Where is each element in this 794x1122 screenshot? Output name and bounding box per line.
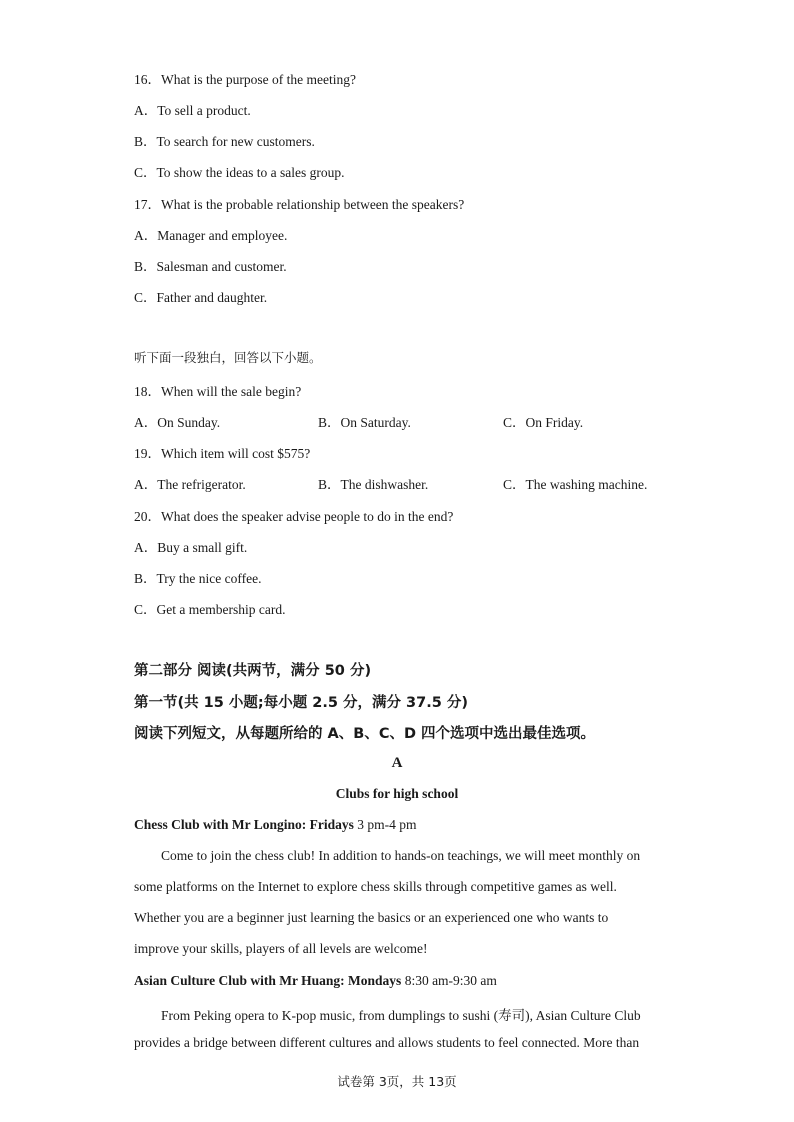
q18-option-c: C．On Friday. — [503, 415, 584, 430]
q16-option-c: C．To show the ideas to a sales group. — [134, 165, 345, 180]
section-subtitle: 第一节(共 15 小题;每小题 2.5 分，满分 37.5 分) — [134, 695, 468, 711]
club2-line-2: provides a bridge between different cultures and allows students to feel connected. More than — [134, 1035, 640, 1050]
club2-heading — [134, 973, 497, 989]
q17-option-a: A．Manager and employee. — [134, 228, 288, 243]
page-footer: 试卷第 3页，共 13页 — [337, 1074, 457, 1089]
question-18: 18．When will the sale begin? — [134, 384, 302, 399]
club1-line-3: Whether you are a beginner just learning the basics or an experienced one who wants to — [134, 910, 609, 925]
club2-line-1: From Peking opera to K-pop music, from dumplings to sushi (寿司), Asian Culture Club — [161, 1008, 641, 1023]
club1-line-2: some platforms on the Internet to explore chess skills through competitive games as well. — [134, 879, 617, 894]
q17-option-b: B．Salesman and customer. — [134, 259, 287, 274]
q16-option-a: A．To sell a product. — [134, 103, 251, 118]
passage-letter: A — [391, 755, 403, 771]
q16-option-b: B．To search for new customers. — [134, 134, 315, 149]
question-19: 19．Which item will cost $575? — [134, 446, 311, 461]
q20-option-c: C．Get a membership card. — [134, 602, 286, 617]
question-16: 16．What is the purpose of the meeting? — [134, 72, 356, 87]
q20-option-a: A．Buy a small gift. — [134, 540, 248, 555]
passage-title: Clubs for high school — [335, 786, 459, 801]
q17-option-c: C．Father and daughter. — [134, 290, 268, 305]
club1-time: 3 pm-4 pm — [353, 817, 417, 832]
monologue-instruction: 听下面一段独白，回答以下小题。 — [134, 350, 322, 365]
question-20: 20．What does the speaker advise people to do in the end? — [134, 509, 454, 524]
club1-line-1: Come to join the chess club! In addition to hands-on teachings, we will meet monthly on — [161, 848, 641, 863]
q19-option-b: B．The dishwasher. — [318, 477, 429, 492]
club2-name: Asian Culture Club with Mr Huang: Mondays — [134, 973, 402, 988]
club1-line-4: improve your skills, players of all levels are welcome! — [134, 941, 428, 956]
q19-option-a: A．The refrigerator. — [134, 477, 246, 492]
q18-option-a: A．On Sunday. — [134, 415, 221, 430]
reading-instruction: 阅读下列短文，从每题所给的 A、B、C、D 四个选项中选出最佳选项。 — [134, 726, 596, 742]
q18-option-b: B．On Saturday. — [318, 415, 411, 430]
club2-time: 8:30 am-9:30 am — [401, 973, 497, 988]
q19-option-c: C．The washing machine. — [503, 477, 648, 492]
part-title: 第二部分 阅读(共两节，满分 50 分) — [134, 663, 372, 679]
club1-heading — [134, 817, 417, 833]
question-17: 17．What is the probable relationship between the speakers? — [134, 197, 465, 212]
q20-option-b: B．Try the nice coffee. — [134, 571, 262, 586]
club1-name: Chess Club with Mr Longino: Fridays — [134, 817, 354, 832]
